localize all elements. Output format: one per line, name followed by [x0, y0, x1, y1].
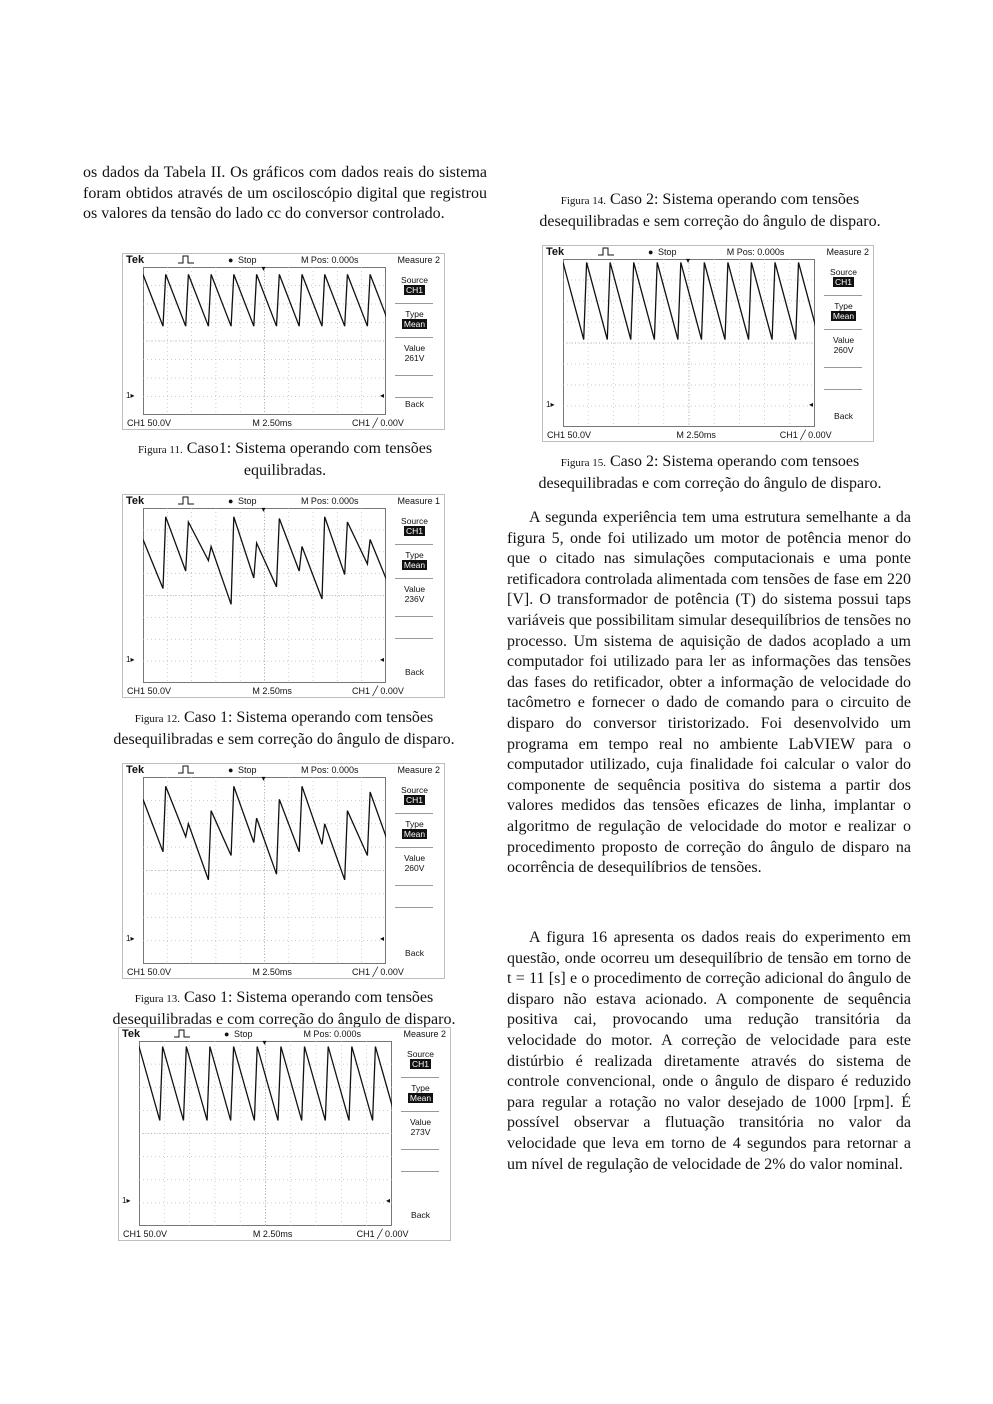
trigger-pulse-icon: [174, 1029, 190, 1038]
run-status-dot-icon: ●: [224, 1029, 230, 1039]
timebase: M 2.50ms: [252, 967, 292, 977]
measure-value-reading-row: [820, 345, 867, 355]
scope-footer: [123, 686, 444, 696]
measure-menu-title: Measure 2: [397, 255, 440, 265]
measure-side-menu: [391, 267, 438, 415]
measure-value-label-row: [397, 1117, 444, 1127]
measure-source-label: Source: [401, 516, 428, 526]
trigger-setting: CH1 ╱ 0.00V: [351, 686, 404, 696]
menu-divider: [395, 397, 433, 398]
scope-brand: Tek: [546, 246, 565, 258]
channel-1-scale: CH1 50.0V: [547, 430, 592, 440]
trigger-position-icon: ▾: [686, 256, 691, 265]
trigger-position-icon: ▾: [262, 1038, 267, 1047]
measure-value-label: Value: [403, 853, 426, 863]
measure-type-label-row: [391, 819, 438, 829]
trigger-level-icon: ◂: [379, 655, 384, 664]
scope-header: [123, 495, 444, 507]
run-status: Stop: [238, 765, 257, 775]
horizontal-position: M Pos: 0.000s: [303, 1029, 361, 1039]
channel-1-marker: 1▸: [126, 655, 135, 664]
trigger-pulse-icon: [178, 496, 194, 505]
scope-brand: Tek: [126, 495, 145, 507]
measure-value-label-row: [391, 584, 438, 594]
measure-type-value-row: [820, 311, 867, 321]
measure-type-value: Mean: [403, 560, 426, 570]
measure-value-label: Value: [409, 1117, 432, 1127]
measure-value-label: Value: [403, 584, 426, 594]
measure-source-label-row: [391, 785, 438, 795]
timebase: M 2.50ms: [252, 686, 292, 696]
menu-divider: [824, 329, 862, 330]
run-status-dot-icon: ●: [228, 255, 234, 265]
measure-value-reading: 260V: [833, 345, 854, 355]
measure-side-menu: [391, 508, 438, 683]
scope-brand: Tek: [126, 254, 145, 266]
measure-type-value-row: [397, 1093, 444, 1103]
back-button: Back: [405, 399, 424, 409]
measure-type-value-row: [391, 560, 438, 570]
timebase: M 2.50ms: [252, 418, 292, 428]
scope-footer: [119, 1229, 450, 1239]
menu-divider: [395, 638, 433, 639]
menu-divider: [395, 578, 433, 579]
measure-source-value: CH1: [405, 526, 423, 536]
trigger-pulse-icon: [178, 255, 194, 264]
measure-value-label-row: [391, 853, 438, 863]
measure-type-label-row: [820, 301, 867, 311]
run-status-dot-icon: ●: [228, 765, 234, 775]
back-button: Back: [405, 667, 424, 677]
measure-type-label: Type: [834, 301, 853, 311]
oscilloscope-figure-11: [122, 253, 445, 430]
horizontal-position: M Pos: 0.000s: [300, 765, 359, 775]
menu-divider: [395, 337, 433, 338]
scope-brand: Tek: [122, 1028, 141, 1040]
menu-divider: [824, 295, 862, 296]
measure-source-value: CH1: [411, 1059, 429, 1069]
scope-header: [119, 1028, 450, 1040]
measure-menu-title: Measure 2: [397, 765, 440, 775]
caption-figure-label: Figura 11.: [137, 444, 183, 456]
run-status: Stop: [658, 247, 677, 257]
measure-value-reading: 260V: [404, 863, 425, 873]
measure-source-value-row: [391, 795, 438, 805]
timebase: M 2.50ms: [252, 1229, 293, 1239]
caption-figure-label: Figura 13.: [134, 993, 180, 1005]
measure-type-value: Mean: [832, 311, 855, 321]
trigger-setting: CH1 ╱ 0.00V: [356, 1229, 409, 1239]
channel-1-marker: 1▸: [126, 391, 135, 401]
measure-source-value: CH1: [834, 277, 852, 287]
caption-text: Caso 1: Sistema operando com tensões desequilibradas e com correção do ângulo de disparo.: [112, 989, 456, 1028]
measure-value-reading: 273V: [410, 1127, 431, 1137]
menu-divider: [395, 885, 433, 886]
menu-divider: [824, 389, 862, 390]
measure-type-label: Type: [405, 550, 424, 560]
measure-type-value-row: [391, 319, 438, 329]
menu-divider: [395, 303, 433, 304]
measure-value-label: Value: [403, 343, 426, 353]
caption-figure-label: Figura 14.: [560, 195, 606, 207]
scope-graticule: [143, 267, 386, 415]
menu-divider: [401, 1149, 439, 1150]
measure-source-label-row: [820, 267, 867, 277]
measure-value-label: Value: [832, 335, 855, 345]
menu-divider: [401, 1111, 439, 1112]
trigger-setting: CH1 ╱ 0.00V: [351, 967, 404, 977]
trigger-position-icon: ▾: [261, 264, 266, 273]
measure-type-label-row: [391, 550, 438, 560]
measure-source-label: Source: [830, 267, 857, 277]
channel-1-marker: 1▸: [126, 934, 135, 944]
measure-source-value: CH1: [405, 795, 423, 805]
measure-type-value-row: [391, 829, 438, 839]
horizontal-position: M Pos: 0.000s: [300, 496, 359, 506]
scope-header: [123, 254, 444, 266]
scope-footer: [123, 967, 444, 977]
measure-source-label-row: [391, 516, 438, 526]
menu-divider: [395, 616, 433, 617]
oscilloscope-figure-12: [122, 494, 445, 698]
scope-graticule: [143, 508, 386, 683]
oscilloscope-figure-16: [118, 1027, 451, 1241]
trigger-position-icon: ▾: [261, 774, 266, 783]
caption-figure-11: [110, 439, 460, 480]
measure-source-label-row: [397, 1049, 444, 1059]
measure-menu-title: Measure 2: [403, 1029, 446, 1039]
measure-type-value: Mean: [403, 829, 426, 839]
scope-brand: Tek: [126, 764, 145, 776]
caption-figure-14: [510, 190, 910, 231]
channel-1-scale: CH1 50.0V: [127, 686, 172, 696]
measure-value-reading: 261V: [404, 353, 425, 363]
measure-menu-title: Measure 2: [826, 247, 869, 257]
run-status: Stop: [238, 496, 257, 506]
measure-type-label-row: [391, 309, 438, 319]
caption-text: Caso 2: Sistema operando com tensoes desequilibradas e com correção do ângulo de disparo.: [538, 453, 882, 492]
horizontal-position: M Pos: 0.000s: [726, 247, 785, 257]
measure-source-label: Source: [401, 275, 428, 285]
intro-paragraph: os dados da Tabela II. Os gráficos com dados reais do sistema foram obtidos através de um osciloscópio digital que registrou os valores da tensão do lado cc do conversor controlado.: [83, 164, 487, 223]
scope-header: [543, 246, 873, 258]
measure-value-label-row: [820, 335, 867, 345]
caption-figure-12: [88, 708, 480, 749]
back-button: Back: [834, 411, 853, 421]
run-status: Stop: [234, 1029, 253, 1039]
trigger-setting: CH1 ╱ 0.00V: [351, 418, 404, 428]
trigger-pulse-icon: [598, 247, 614, 256]
scope-graticule: [143, 777, 386, 964]
menu-divider: [395, 375, 433, 376]
measure-type-label: Type: [411, 1083, 430, 1093]
menu-divider: [395, 544, 433, 545]
caption-text: Caso 1: Sistema operando com tensões desequilibradas e sem correção do ângulo de disparo.: [113, 709, 455, 748]
measure-source-value-row: [820, 277, 867, 287]
run-status-dot-icon: ●: [648, 247, 654, 257]
channel-1-marker: 1▸: [122, 1196, 131, 1206]
measure-type-label: Type: [405, 309, 424, 319]
scope-header: [123, 764, 444, 776]
measure-source-value-row: [391, 285, 438, 295]
scope-footer: [123, 418, 444, 428]
caption-text: Caso1: Sistema operando com tensões equilibradas.: [186, 440, 433, 479]
measure-source-label: Source: [401, 785, 428, 795]
run-status-dot-icon: ●: [228, 496, 234, 506]
back-button: Back: [405, 948, 424, 958]
measure-value-reading-row: [391, 594, 438, 604]
measure-side-menu: [391, 777, 438, 964]
back-button-row: [397, 1210, 444, 1220]
measure-source-value-row: [397, 1059, 444, 1069]
menu-divider: [395, 813, 433, 814]
caption-figure-15: [510, 452, 910, 493]
trigger-level-icon: ◂: [379, 934, 384, 944]
measure-value-reading-row: [391, 353, 438, 363]
trigger-position-icon: ▾: [261, 505, 266, 514]
horizontal-position: M Pos: 0.000s: [300, 255, 359, 265]
run-status: Stop: [238, 255, 257, 265]
channel-1-scale: CH1 50.0V: [123, 1229, 168, 1239]
scope-footer: [543, 430, 873, 440]
measure-side-menu: [820, 259, 867, 427]
back-button-row: [391, 399, 438, 409]
caption-figure-label: Figura 12.: [134, 713, 180, 725]
back-button-row: [391, 948, 438, 958]
measure-value-reading-row: [397, 1127, 444, 1137]
channel-1-scale: CH1 50.0V: [127, 418, 172, 428]
body-paragraph-2: A figura 16 apresenta os dados reais do experimento em questão, onde ocorreu um desequilíbrio de tensão em torno de t = 11 [s] e o procedimento de correção adicional do ângulo de disparo não estava acionado. A componente de sequência positiva cai, provocando uma redução transitória da velocidade do motor. A correção de velocidade para este distúrbio é realizada diretamente através do sistema de controle convencional, onde o ângulo de disparo é reduzido para regular a rotação no valor desejado de 1000 [rpm]. É possível observar a flutuação transitória no valor da velocidade que leva em torno de 4 segundos para retornar a um nível de regulação de velocidade de 2% do valor nominal.: [507, 929, 911, 1173]
back-button-row: [391, 667, 438, 677]
measure-source-value: CH1: [405, 285, 423, 295]
measure-type-label-row: [397, 1083, 444, 1093]
caption-figure-13: [86, 988, 482, 1029]
oscilloscope-figure-14: [542, 245, 874, 442]
trigger-level-icon: ◂: [808, 400, 813, 410]
menu-divider: [401, 1171, 439, 1172]
measure-source-label-row: [391, 275, 438, 285]
back-button-row: [820, 411, 867, 421]
timebase: M 2.50ms: [676, 430, 716, 440]
caption-figure-label: Figura 15.: [560, 457, 606, 469]
menu-divider: [395, 847, 433, 848]
measure-type-value: Mean: [403, 319, 426, 329]
measure-value-reading-row: [391, 863, 438, 873]
measure-menu-title: Measure 1: [397, 496, 440, 506]
channel-1-marker: 1▸: [546, 400, 555, 410]
oscilloscope-figure-13: [122, 763, 445, 979]
measure-source-label: Source: [407, 1049, 434, 1059]
measure-side-menu: [397, 1041, 444, 1226]
trigger-level-icon: ◂: [379, 391, 384, 401]
trigger-level-icon: ◂: [385, 1196, 390, 1206]
scope-graticule: [139, 1041, 392, 1226]
trigger-pulse-icon: [178, 765, 194, 774]
menu-divider: [824, 367, 862, 368]
measure-value-label-row: [391, 343, 438, 353]
measure-source-value-row: [391, 526, 438, 536]
caption-text: Caso 2: Sistema operando com tensões desequilibradas e sem correção do ângulo de disparo.: [539, 191, 881, 230]
scope-graticule: [563, 259, 815, 427]
measure-value-reading: 236V: [404, 594, 425, 604]
body-paragraph-1: A segunda experiência tem uma estrutura semelhante a da figura 5, onde foi utilizado um motor de potência menor do que o citado nas simulações computacionais e uma ponte retificadora controlada alimentada com tensões de fase em 220 [V]. O transformador de potência (T) do sistema possui taps variáveis que possibilitam simular desequilíbrios de tensões no processo. Um sistema de aquisição de dados acoplado a um computador foi utilizado para ler as informações das tensões das fases do retificador, obter a informação de velocidade do tacômetro e fornecer o dado de comando para o circuito de disparo do conversor tiristorizado. Foi desenvolvido um programa em tempo real no ambiente LabVIEW para o computador utilizado, cuja finalidade foi calcular o valor do componente de sequência positiva do sistema a partir dos valores medidos das tensões eficazes de linha, implantar o algoritmo de regulação de velocidade do motor e realizar o procedimento proposto de correção do ângulo de disparo na ocorrência de desequilíbrios de tensões.: [507, 509, 911, 877]
menu-divider: [395, 907, 433, 908]
trigger-setting: CH1 ╱ 0.00V: [779, 430, 832, 440]
channel-1-scale: CH1 50.0V: [127, 967, 172, 977]
back-button: Back: [411, 1210, 430, 1220]
menu-divider: [401, 1077, 439, 1078]
measure-type-label: Type: [405, 819, 424, 829]
measure-type-value: Mean: [409, 1093, 432, 1103]
